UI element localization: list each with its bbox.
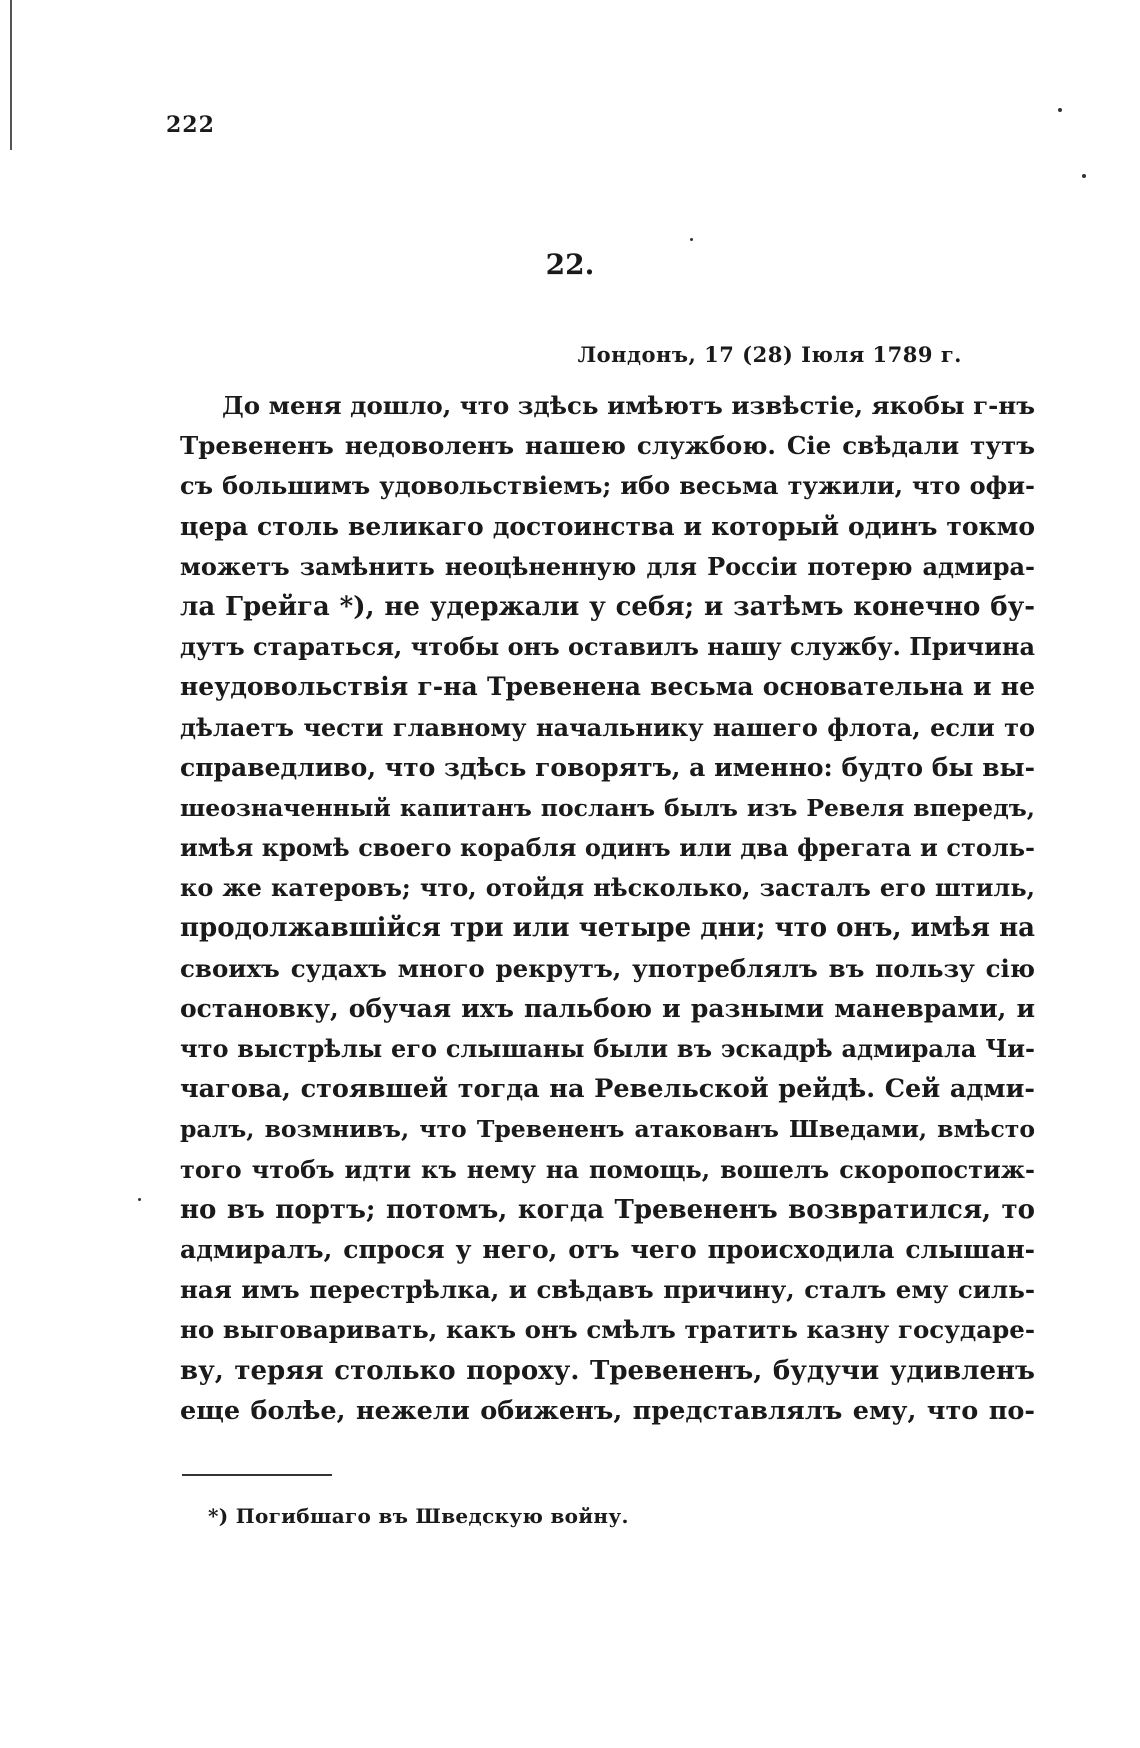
body-line: адмиралъ, спрося у него, отъ чего происходила слышан- bbox=[180, 1234, 1035, 1264]
body-line: съ большимъ удовольствіемъ; ибо весьма тужили, что офи- bbox=[180, 471, 1035, 501]
body-line: ралъ, возмнивъ, что Тревененъ атакованъ Шведами, вмѣсто bbox=[180, 1115, 1035, 1144]
footnote-divider bbox=[182, 1474, 332, 1476]
body-line: справедливо, что здѣсь говорятъ, а именно: будто бы вы- bbox=[180, 752, 1035, 782]
body-line: Тревененъ недоволенъ нашею службою. Сіе свѣдали тутъ bbox=[180, 431, 1035, 461]
body-line: ву, теряя столько пороху. Тревененъ, будучи удивленъ bbox=[180, 1355, 1035, 1386]
body-line: чагова, стоявшей тогда на Ревельской рейдѣ. Сей адми- bbox=[180, 1074, 1035, 1105]
print-speck bbox=[690, 238, 693, 241]
body-line: своихъ судахъ много рекрутъ, употреблялъ въ пользу сію bbox=[180, 953, 1035, 983]
body-line: До меня дошло, что здѣсь имѣютъ извѣстіе, якобы г-нъ bbox=[222, 391, 1035, 420]
body-line: можетъ замѣнить неоцѣненную для Россіи потерю адмира- bbox=[180, 551, 1035, 581]
body-line: ная имъ перестрѣлка, и свѣдавъ причину, сталъ ему силь- bbox=[180, 1275, 1035, 1305]
print-speck bbox=[138, 1198, 141, 1201]
body-line: остановку, обучая ихъ пальбою и разными маневрами, и bbox=[180, 993, 1035, 1023]
print-speck bbox=[1058, 108, 1062, 112]
body-line: еще болѣе, нежели обиженъ, представлялъ ему, что по- bbox=[180, 1395, 1035, 1426]
page-number: 222 bbox=[166, 112, 215, 138]
body-line: продолжавшійся три или четыре дни; что онъ, имѣя на bbox=[180, 913, 1035, 944]
page-edge-line bbox=[10, 0, 12, 150]
letter-dateline: Лондонъ, 17 (28) Іюля 1789 г. bbox=[577, 342, 962, 367]
body-line: дутъ стараться, чтобы онъ оставилъ нашу службу. Причина bbox=[180, 632, 1035, 662]
body-line: дѣлаетъ чести главному начальнику нашего флота, если то bbox=[180, 712, 1035, 742]
body-line: неудовольствія г-на Тревенена весьма основательна и не bbox=[180, 672, 1035, 702]
body-line: цера столь великаго достоинства и который одинъ токмо bbox=[180, 511, 1035, 541]
body-line: что выстрѣлы его слышаны были въ эскадрѣ адмирала Чи- bbox=[180, 1034, 1035, 1063]
body-line: ко же катеровъ; что, отойдя нѣсколько, засталъ его штиль, bbox=[180, 873, 1035, 903]
body-line: того чтобъ идти къ нему на помощь, вошелъ скоропостиж- bbox=[180, 1154, 1035, 1184]
body-line: ла Грейга *), не удержали у себя; и затѣмъ конечно бу- bbox=[180, 591, 1035, 622]
section-number: 22. bbox=[545, 248, 595, 281]
footnote: *) Погибшаго въ Шведскую войну. bbox=[208, 1504, 629, 1528]
letter-body bbox=[180, 386, 1035, 1431]
body-line: но въ портъ; потомъ, когда Тревененъ возвратился, то bbox=[180, 1194, 1035, 1225]
body-line: шеозначенный капитанъ посланъ былъ изъ Ревеля впередъ, bbox=[180, 793, 1035, 822]
body-line: имѣя кромѣ своего корабля одинъ или два фрегата и столь- bbox=[180, 833, 1035, 863]
body-line: но выговаривать, какъ онъ смѣлъ тратить казну государе- bbox=[180, 1315, 1035, 1345]
print-speck bbox=[1082, 174, 1086, 178]
